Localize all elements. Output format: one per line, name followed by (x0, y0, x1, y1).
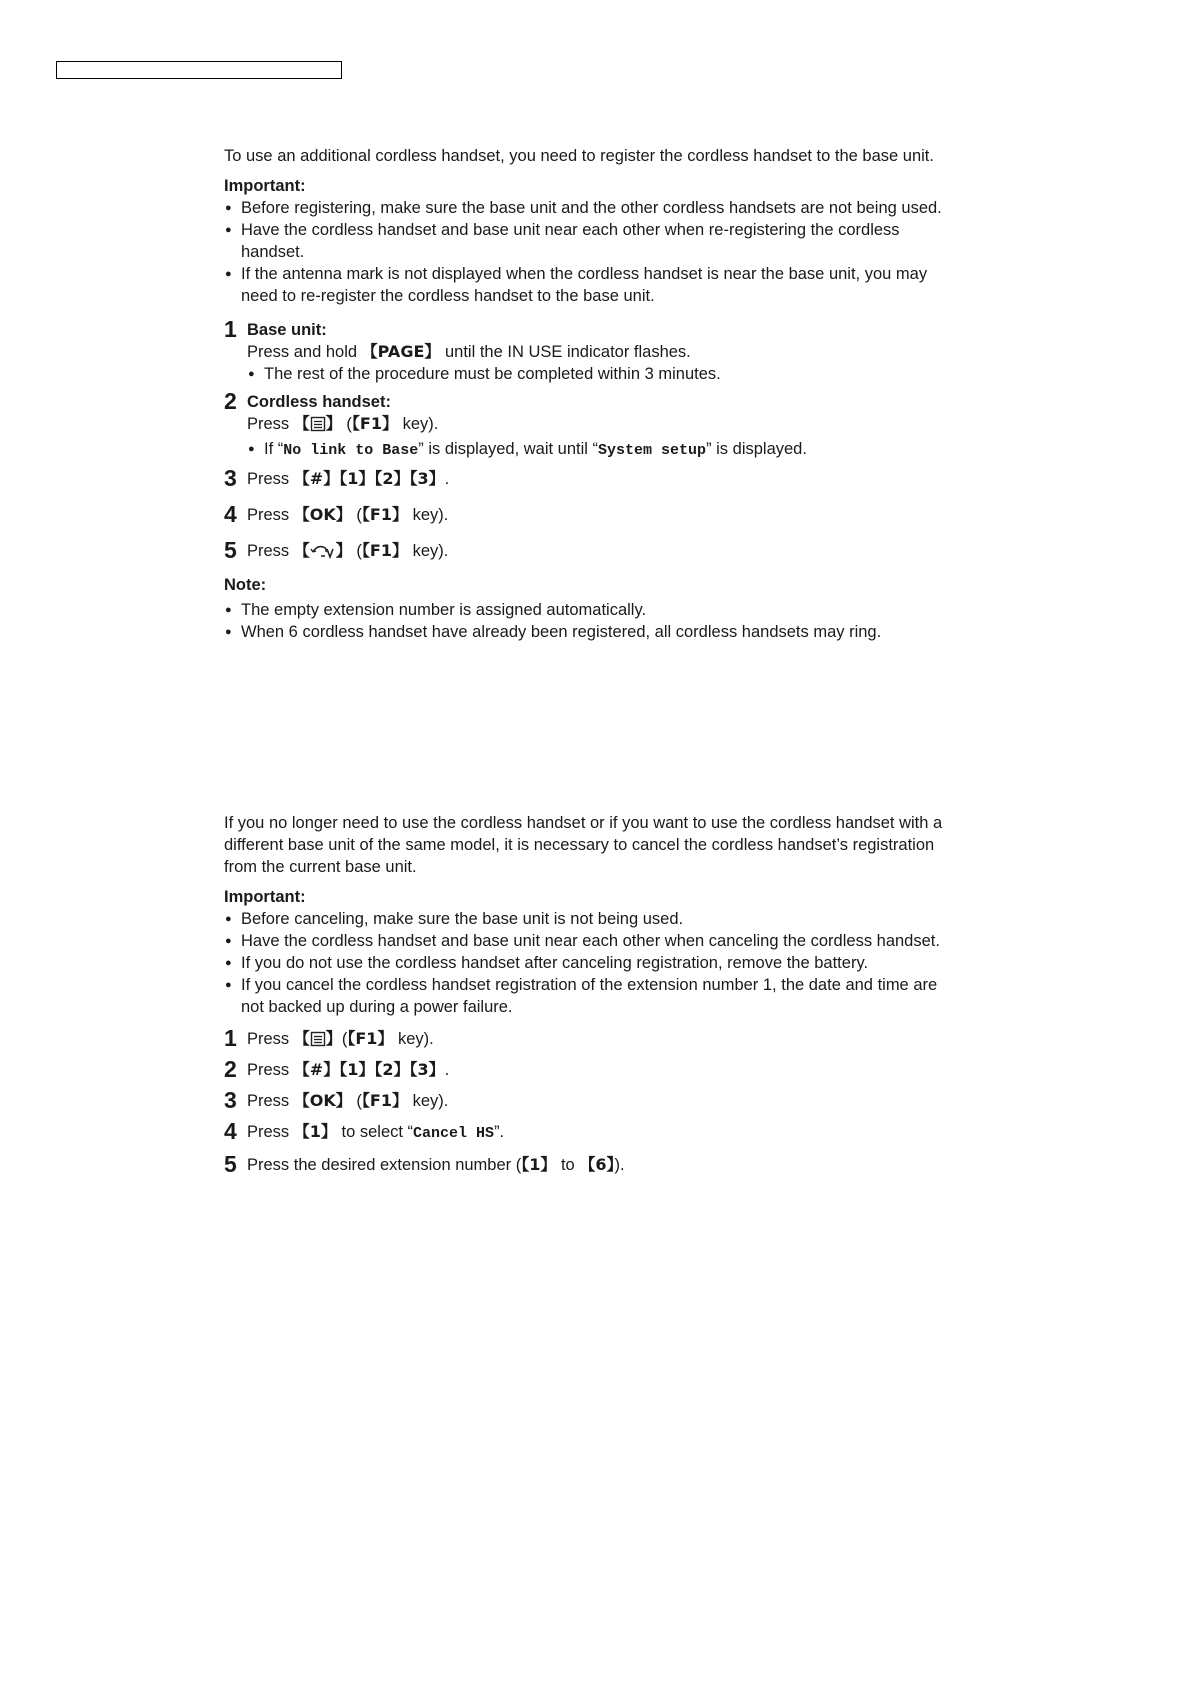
f1-key: 【F1】 (361, 1091, 408, 1110)
step-title: Cordless handset: (247, 393, 391, 411)
cancel-important-heading: Important: (224, 888, 306, 906)
step-text: ( (356, 1092, 362, 1110)
cancel-section (224, 812, 944, 1176)
f1-key: 【F1】 (361, 505, 408, 524)
step-number: 3 (224, 1087, 237, 1113)
one-key: 【1】 (521, 1155, 557, 1174)
key-sequence: 【#】【1】【2】【3】 (293, 469, 445, 488)
f1-key: 【F1】 (347, 1029, 394, 1048)
register-important-heading: Important: (224, 177, 306, 195)
step-text: Press (247, 1061, 290, 1079)
step-number: 1 (224, 1025, 237, 1051)
ok-key: 【OK】 (293, 1091, 352, 1110)
register-step-5 (224, 537, 944, 563)
cancel-step-1 (224, 1025, 944, 1051)
cancel-step-4 (224, 1118, 944, 1145)
step-text: ” is displayed. (706, 440, 807, 458)
step-number: 4 (224, 1118, 237, 1144)
key-bracket: 【 (293, 541, 310, 560)
register-section (224, 145, 944, 643)
ok-key: 【OK】 (293, 505, 352, 524)
f1-key: 【F1】 (351, 414, 398, 433)
step-number: 2 (224, 388, 237, 414)
step-text: key). (402, 415, 439, 433)
step-text: ” is displayed, wait until “ (418, 440, 599, 458)
step-text: . (444, 1061, 450, 1079)
step-note (247, 438, 944, 462)
step-text: until the IN USE indicator flashes. (444, 343, 691, 361)
step-text: to select “ (341, 1123, 414, 1141)
step-text: key). (412, 506, 449, 524)
step-text: key). (397, 1030, 434, 1048)
cancel-step-2 (224, 1056, 944, 1082)
key-bracket: 】 (335, 541, 352, 560)
note-heading: Note: (224, 576, 267, 594)
f1-key: 【F1】 (361, 541, 408, 560)
register-important-list (224, 197, 944, 307)
menu-icon (310, 1031, 326, 1047)
list-item: ● If you cancel the cordless handset registration of the extension number 1, the date and time are not backed up during a power failure. (224, 974, 944, 1018)
list-item: ● Have the cordless handset and base unit near each other when canceling the cordless handset. (224, 930, 944, 952)
display-text: Cancel HS (413, 1125, 495, 1142)
step-text: Press (247, 542, 290, 560)
one-key: 【1】 (293, 1122, 337, 1141)
step-text: ”. (494, 1123, 505, 1141)
note-list (224, 599, 944, 643)
cancel-step-3 (224, 1087, 944, 1113)
step-text: Press (247, 1123, 290, 1141)
key-bracket: 】 (325, 1029, 342, 1048)
key-bracket: 】 (325, 414, 342, 433)
step-text: Press (247, 1092, 290, 1110)
list-item: ● Before canceling, make sure the base unit is not being used. (224, 908, 944, 930)
step-text: Press the desired extension number ( (247, 1156, 522, 1174)
step-number: 1 (224, 316, 237, 342)
six-key: 【6】 (579, 1155, 615, 1174)
step-text: ( (346, 415, 352, 433)
cancel-intro: If you no longer need to use the cordless handset or if you want to use the cordless handset with a different base unit of the same model, it is necessary to cancel the cordless handset’s registration from the current base unit. (224, 814, 943, 876)
step-text: to (560, 1156, 575, 1174)
register-step-4 (224, 501, 944, 527)
list-item: ● Before registering, make sure the base unit and the other cordless handsets are not being used. (224, 197, 944, 219)
register-step-1 (224, 316, 944, 385)
header-box (56, 61, 342, 79)
step-text: . (444, 470, 450, 488)
step-text: Press (247, 506, 290, 524)
key-bracket: 【 (293, 414, 310, 433)
register-step-2 (224, 388, 944, 462)
display-text: No link to Base (283, 442, 419, 459)
step-text: ( (356, 506, 362, 524)
list-item: ● If the antenna mark is not displayed when the cordless handset is near the base unit, you may need to re-register the cordless handset to the base unit. (224, 263, 944, 307)
step-text: Press and hold (247, 343, 358, 361)
step-text: ). (614, 1156, 625, 1174)
step-number: 4 (224, 501, 237, 527)
step-text: Press (247, 1030, 290, 1048)
step-number: 5 (224, 537, 237, 563)
key-sequence: 【#】【1】【2】【3】 (293, 1060, 445, 1079)
list-item: ● Have the cordless handset and base unit near each other when re-registering the cordless handset. (224, 219, 944, 263)
page-key: 【PAGE】 (361, 342, 441, 361)
register-intro: To use an additional cordless handset, you need to register the cordless handset to the base unit. (224, 147, 934, 165)
register-icon (310, 543, 336, 559)
step-number: 5 (224, 1151, 237, 1177)
step-number: 3 (224, 465, 237, 491)
step-text: Press (247, 415, 290, 433)
step-text: Press (247, 470, 290, 488)
step-number: 2 (224, 1056, 237, 1082)
step-note: ● The rest of the procedure must be completed within 3 minutes. (247, 363, 944, 385)
list-item: ● When 6 cordless handset have already been registered, all cordless handsets may ring. (224, 621, 944, 643)
step-text: If “ (264, 440, 284, 458)
step-text: ( (341, 1030, 348, 1048)
cancel-step-5 (224, 1151, 944, 1177)
list-item: ● If you do not use the cordless handset after canceling registration, remove the battery. (224, 952, 944, 974)
key-bracket: 【 (293, 1029, 310, 1048)
menu-icon (310, 416, 326, 432)
step-text: key). (412, 1092, 449, 1110)
step-title: Base unit: (247, 321, 327, 339)
step-text: key). (412, 542, 449, 560)
list-item: ● The empty extension number is assigned automatically. (224, 599, 944, 621)
step-text: ( (356, 542, 362, 560)
display-text: System setup (598, 442, 707, 459)
register-step-3 (224, 465, 944, 491)
cancel-important-list (224, 908, 944, 1018)
